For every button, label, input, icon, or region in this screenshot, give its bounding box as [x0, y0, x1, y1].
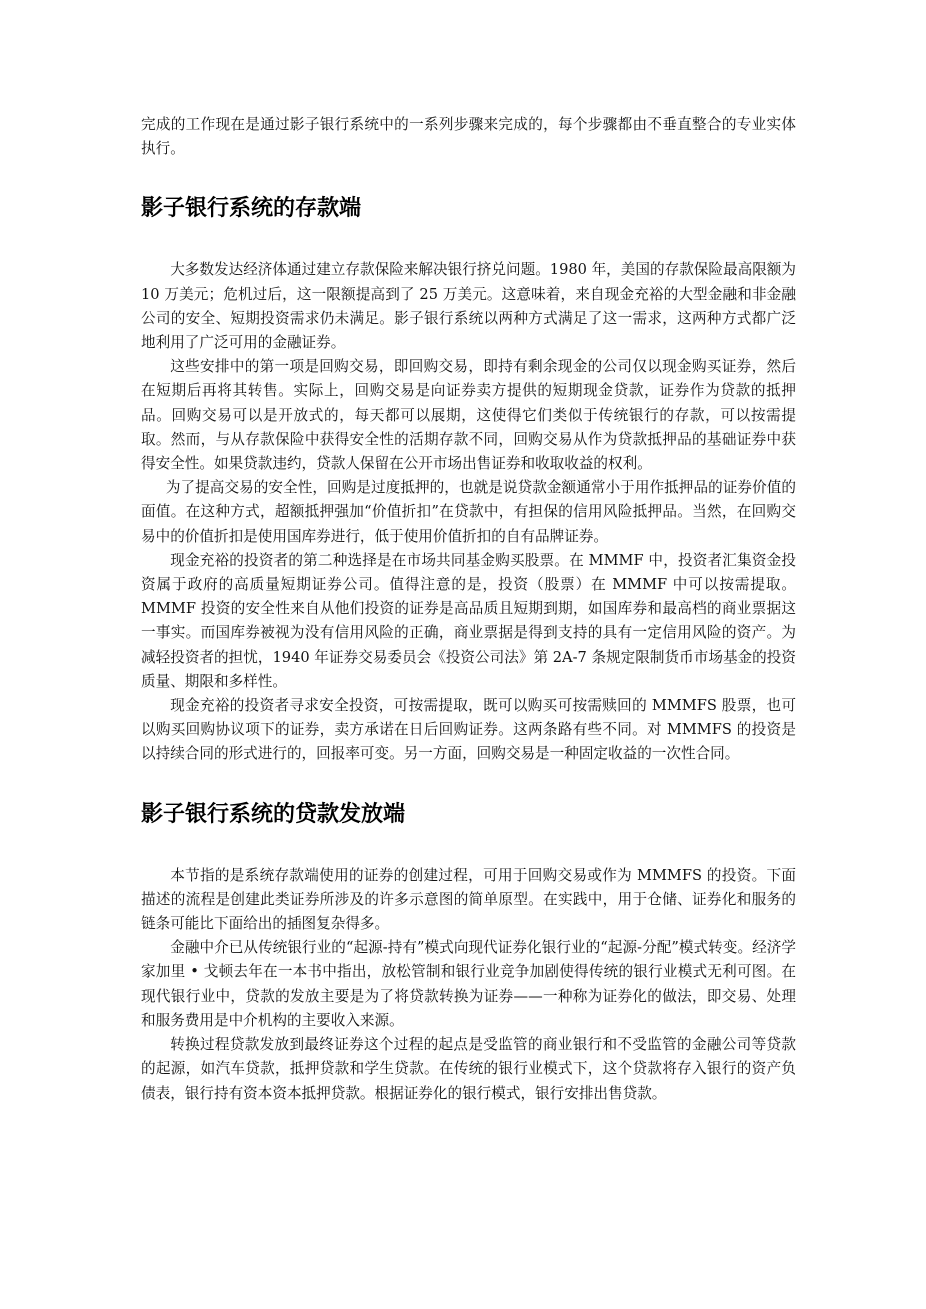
paragraph-originate-distribute: 金融中介已从传统银行业的“起源-持有”模式向现代证券化银行业的“起源-分配”模式转变。经济学家加里 • 戈顿去年在一本书中指出，放松管制和银行业竞争加剧使得传统的银行业模式无利可图。在现代银行业中，贷款的发放主要是为了将贷款转换为证券——一种称为证券化的做法，即交易、处理和服务费用是中介机构的主要收入来源。 — [141, 939, 796, 1029]
paragraph-overcollateralization: 为了提高交易的安全性，回购是过度抵押的，也就是说贷款金额通常小于用作抵押品的证券价值的面值。在这种方式，超额抵押强加“价值折扣”在贷款中，有担保的信用风险抵押品。当然，在回购交易中的价值折扣是使用国库券进行，低于使用价值折扣的自有品牌证券。 — [141, 479, 796, 545]
paragraph-deposit-insurance: 大多数发达经济体通过建立存款保险来解决银行挤兑问题。1980 年，美国的存款保险最高限额为 10 万美元；危机过后，这一限额提高到了 25 万美元。这意味着，来自现金充裕的大型金融和非金融公司的安全、短期投资需求仍未满足。影子银行系统以两种方式满足了这一需求，这两种方式都广泛地利用了广泛可用的金融证券。 — [141, 261, 796, 352]
intro-paragraph: 完成的工作现在是通过影子银行系统中的一系列步骤来完成的，每个步骤都由不垂直整合的专业实体执行。 — [141, 116, 796, 158]
document-page — [141, 113, 796, 1106]
section-heading-loan-origination: 影子银行系统的贷款发放端 — [141, 801, 406, 827]
paragraph-securities-creation: 本节指的是系统存款端使用的证券的创建过程，可用于回购交易或作为 MMMFS 的投资。下面描述的流程是创建此类证券所涉及的许多示意图的简单原型。在实践中，用于仓储、证券化和服务的链条可能比下面给出的插图复杂得多。 — [141, 866, 796, 933]
section-heading-deposit-side: 影子银行系统的存款端 — [141, 196, 362, 222]
paragraph-safe-investment: 现金充裕的投资者寻求安全投资，可按需提取，既可以购买可按需赎回的 MMMFS 股票，也可以购买回购协议项下的证券，卖方承诺在日后回购证券。这两条路有些不同。对 MMMFS 的投资是以持续合同的形式进行的，回报率可变。另一方面，回购交易是一种固定收益的一次性合同。 — [141, 697, 796, 763]
paragraph-conversion-process: 转换过程贷款发放到最终证券这个过程的起点是受监管的商业银行和不受监管的金融公司等贷款的起源，如汽车贷款，抵押贷款和学生贷款。在传统的银行业模式下，这个贷款将存入银行的资产负债表，银行持有资本资本抵押贷款。根据证券化的银行模式，银行安排出售贷款。 — [141, 1036, 796, 1102]
paragraph-mmmf: 现金充裕的投资者的第二种选择是在市场共同基金购买股票。在 MMMF 中，投资者汇集资金投资属于政府的高质量短期证券公司。值得注意的是，投资（股票）在 MMMF 中可以按需提取。MMMF 投资的安全性来自从他们投资的证券是高品质且短期到期，如国库券和最高档的商业票据这一事实。而国库券被视为没有信用风险的正确，商业票据是得到支持的具有一定信用风险的资产。为减轻投资者的担忧，1940 年证券交易委员会《投资公司法》第 2A-7 条规定限制货币市场基金的投资质量、期限和多样性。 — [141, 551, 796, 690]
paragraph-repo-transactions: 这些安排中的第一项是回购交易，即回购交易，即持有剩余现金的公司仅以现金购买证券，然后在短期后再将其转售。实际上，回购交易是向证券卖方提供的短期现金贷款，证券作为贷款的抵押品。回购交易可以是开放式的，每天都可以展期，这使得它们类似于传统银行的存款，可以按需提取。然而，与从存款保险中获得安全性的活期存款不同，回购交易从作为贷款抵押品的基础证券中获得安全性。如果贷款违约，贷款人保留在公开市场出售证券和收取收益的权利。 — [141, 358, 796, 473]
